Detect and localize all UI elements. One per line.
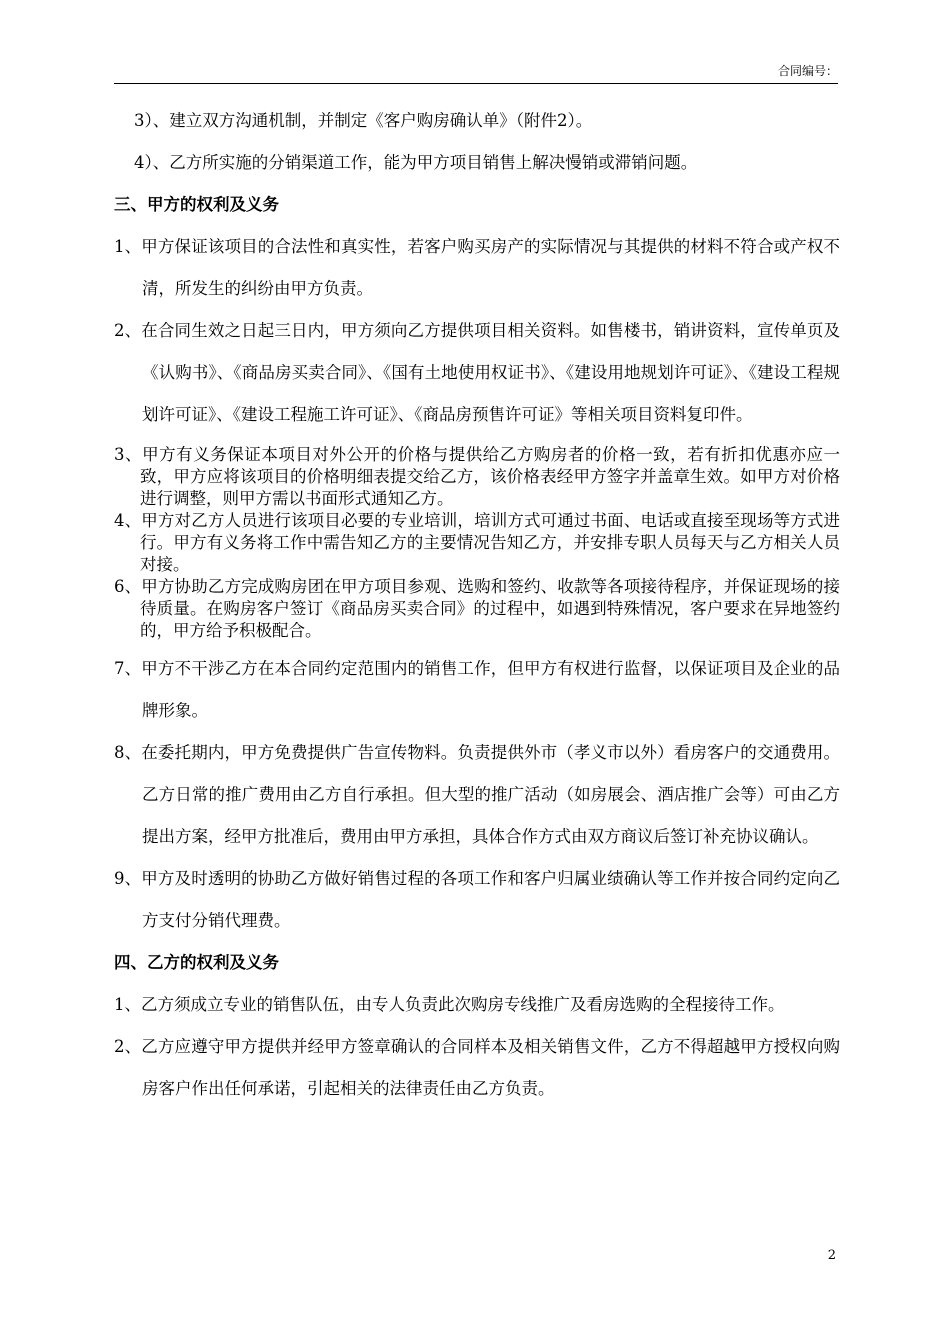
section-3-clause-3: 3、甲方有义务保证本项目对外公开的价格与提供给乙方购房者的价格一致，若有折扣优惠亦应一致，甲方应将该项目的价格明细表提交给乙方，该价格表经甲方签字并盖章生效。如甲方对价格进行调整，则甲方需以书面形式通知乙方。 [114,445,840,508]
contract-number-label: 合同编号： [777,64,838,78]
section-4-clause-2: 2、乙方应遵守甲方提供并经甲方签章确认的合同样本及相关销售文件，乙方不得超越甲方授权向购房客户作出任何承诺，引起相关的法律责任由乙方负责。 [114,1037,840,1098]
document-body [114,100,840,1110]
header-rule [114,83,838,84]
page-number: 2 [827,1248,836,1263]
section-3-clause-8: 8、在委托期内，甲方免费提供广告宣传物料。负责提供外市（孝义市以外）看房客户的交通费用。乙方日常的推广费用由乙方自行承担。但大型的推广活动（如房展会、酒店推广会等）可由乙方提出方案，经甲方批准后，费用由甲方承担，具体合作方式由双方商议后签订补充协议确认。 [114,743,840,846]
section-3-clause-7: 7、甲方不干涉乙方在本合同约定范围内的销售工作，但甲方有权进行监督，以保证项目及企业的品牌形象。 [114,659,840,720]
section-3-title: 三、甲方的权利及义务 [114,195,279,214]
section-4-title: 四、乙方的权利及义务 [114,953,279,972]
section-3-clause-1: 1、甲方保证该项目的合法性和真实性，若客户购买房产的实际情况与其提供的材料不符合或产权不清，所发生的纠纷由甲方负责。 [114,237,840,298]
item-3-communication: 3）、建立双方沟通机制，并制定《客户购房确认单》（附件2）。 [134,111,593,130]
section-3-clause-9: 9、甲方及时透明的协助乙方做好销售过程的各项工作和客户归属业绩确认等工作并按合同约定向乙方支付分销代理费。 [114,869,840,930]
section-3-clause-6: 6、甲方协助乙方完成购房团在甲方项目参观、选购和签约、收款等各项接待程序，并保证现场的接待质量。在购房客户签订《商品房买卖合同》的过程中，如遇到特殊情况，客户要求在异地签约的，甲方给予积极配合。 [114,577,840,640]
section-3-clause-2: 2、在合同生效之日起三日内，甲方须向乙方提供项目相关资料。如售楼书，销讲资料，宣传单页及《认购书》、《商品房买卖合同》、《国有土地使用权证书》、《建设用地规划许可证》、《建设工程规划许可证》、《建设工程施工许可证》、《商品房预售许可证》等相关项目资料复印件。 [114,321,840,424]
section-4-clause-1: 1、乙方须成立专业的销售队伍，由专人负责此次购房专线推广及看房选购的全程接待工作。 [114,995,785,1014]
item-4-distribution: 4）、乙方所实施的分销渠道工作，能为甲方项目销售上解决慢销或滞销问题。 [134,153,698,172]
section-3-clause-4: 4、甲方对乙方人员进行该项目必要的专业培训，培训方式可通过书面、电话或直接至现场等方式进行。甲方有义务将工作中需告知乙方的主要情况告知乙方，并安排专职人员每天与乙方相关人员对接。 [114,511,840,574]
